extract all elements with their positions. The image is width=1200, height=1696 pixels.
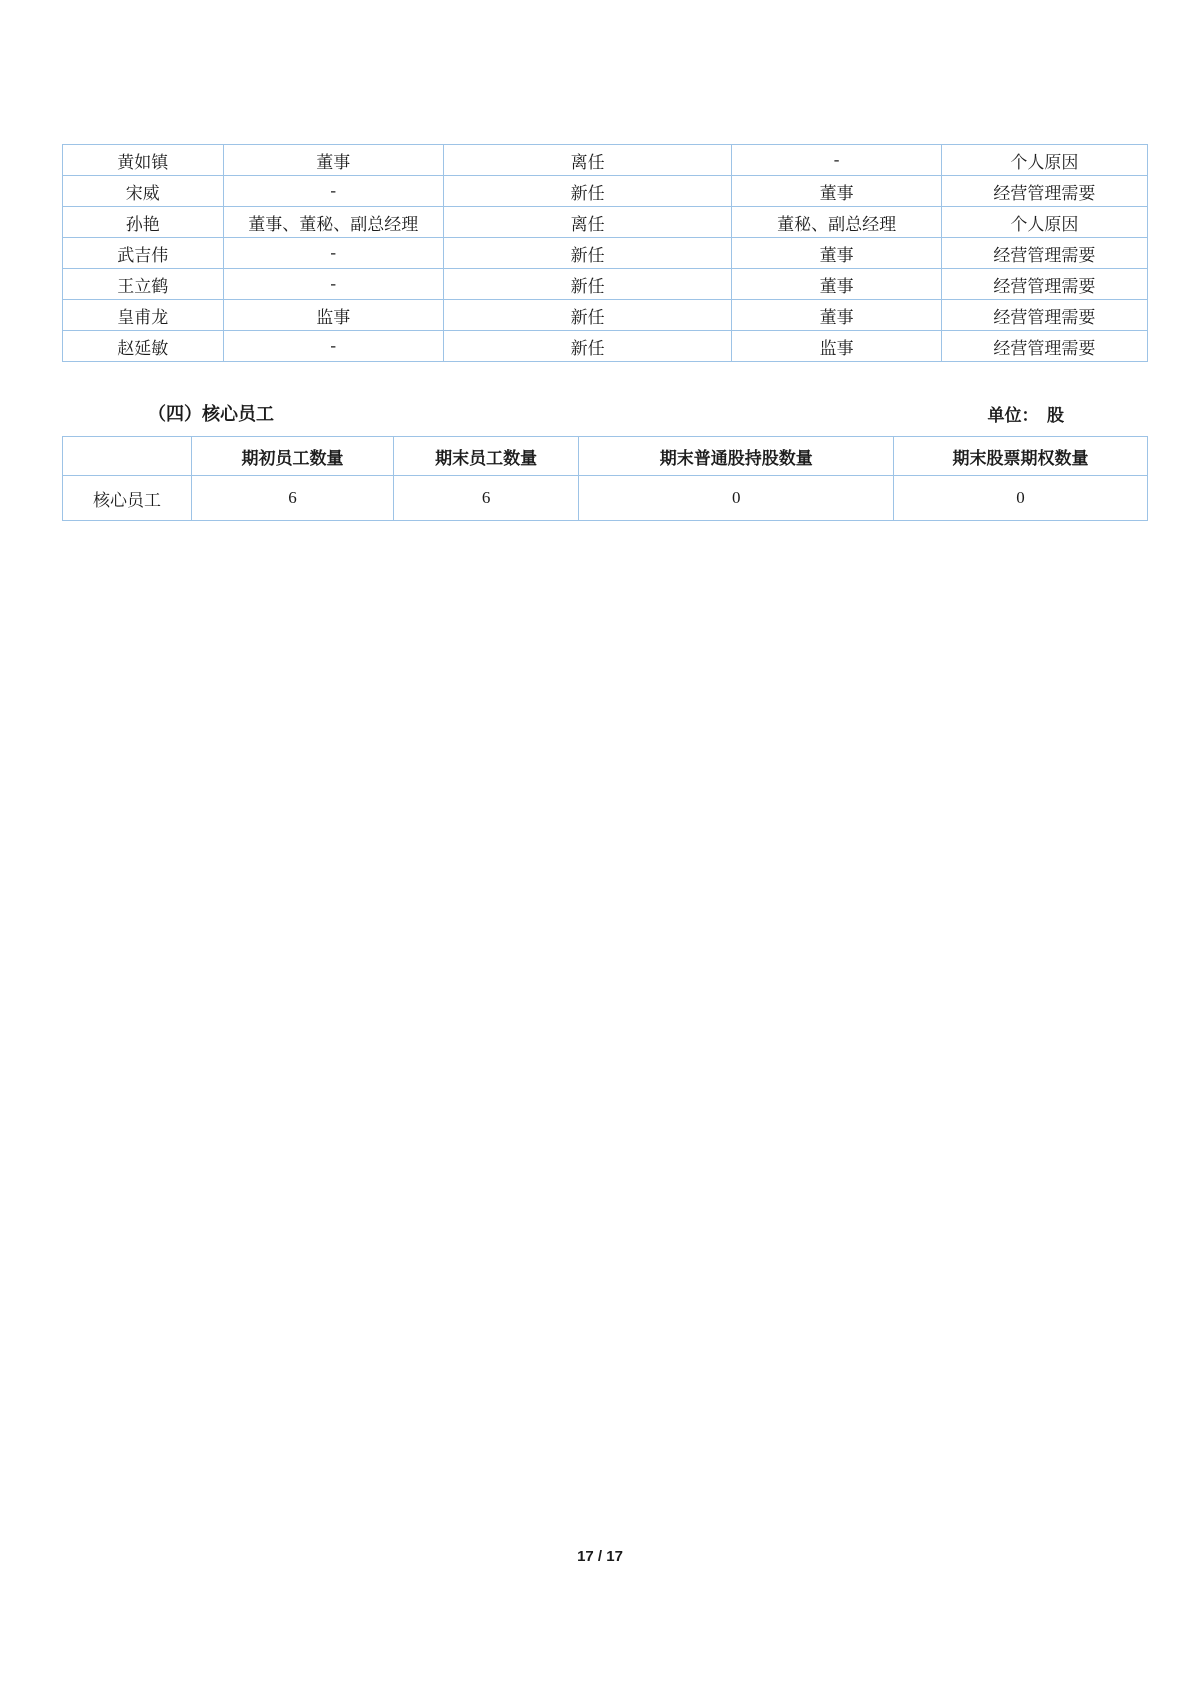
cell-position-before: - [223,176,443,207]
header-initial-count: 期初员工数量 [192,437,394,476]
table-row [63,176,1148,207]
cell-reason: 个人原因 [941,207,1147,238]
cell-name: 宋威 [63,176,224,207]
table-row [63,145,1148,176]
header-common-shares: 期末普通股持股数量 [579,437,894,476]
header-stock-options: 期末股票期权数量 [894,437,1148,476]
table-row [63,331,1148,362]
table-row [63,300,1148,331]
header-final-count: 期末员工数量 [393,437,579,476]
cell-position-before: - [223,331,443,362]
cell-reason: 个人原因 [941,145,1147,176]
table-row [63,476,1148,521]
section-heading: （四）核心员工 [148,404,274,424]
cell-position-after: - [732,145,941,176]
cell-name: 孙艳 [63,207,224,238]
cell-position-after: 董事 [732,300,941,331]
cell-position-after: 董事 [732,238,941,269]
cell-position-before: - [223,238,443,269]
cell-name: 黄如镇 [63,145,224,176]
cell-reason: 经营管理需要 [941,300,1147,331]
cell-name: 王立鹤 [63,269,224,300]
cell-change-type: 新任 [443,300,732,331]
cell-reason: 经营管理需要 [941,331,1147,362]
cell-final-count: 6 [393,476,579,521]
cell-name: 武吉伟 [63,238,224,269]
header-empty-cell [63,437,192,476]
cell-change-type: 新任 [443,238,732,269]
cell-reason: 经营管理需要 [941,238,1147,269]
cell-change-type: 新任 [443,331,732,362]
cell-change-type: 新任 [443,176,732,207]
cell-initial-count: 6 [192,476,394,521]
table-row [63,207,1148,238]
cell-reason: 经营管理需要 [941,269,1147,300]
personnel-change-table [62,144,1148,362]
cell-name: 赵延敏 [63,331,224,362]
cell-position-before: 董事 [223,145,443,176]
cell-position-before: - [223,269,443,300]
cell-position-before: 监事 [223,300,443,331]
cell-position-before: 董事、董秘、副总经理 [223,207,443,238]
cell-change-type: 离任 [443,207,732,238]
cell-position-after: 监事 [732,331,941,362]
cell-position-after: 董事 [732,269,941,300]
cell-change-type: 离任 [443,145,732,176]
table-header-row [63,437,1148,476]
cell-stock-options: 0 [894,476,1148,521]
core-employee-table [62,436,1148,521]
section-header-row [62,398,1148,428]
page-number: 17 / 17 [577,1548,623,1565]
table-row [63,269,1148,300]
cell-row-label: 核心员工 [63,476,192,521]
unit-label: 单位： 股 [987,405,1064,425]
cell-reason: 经营管理需要 [941,176,1147,207]
cell-name: 皇甫龙 [63,300,224,331]
cell-position-after: 董秘、副总经理 [732,207,941,238]
cell-change-type: 新任 [443,269,732,300]
table-row [63,238,1148,269]
cell-common-shares: 0 [579,476,894,521]
cell-position-after: 董事 [732,176,941,207]
